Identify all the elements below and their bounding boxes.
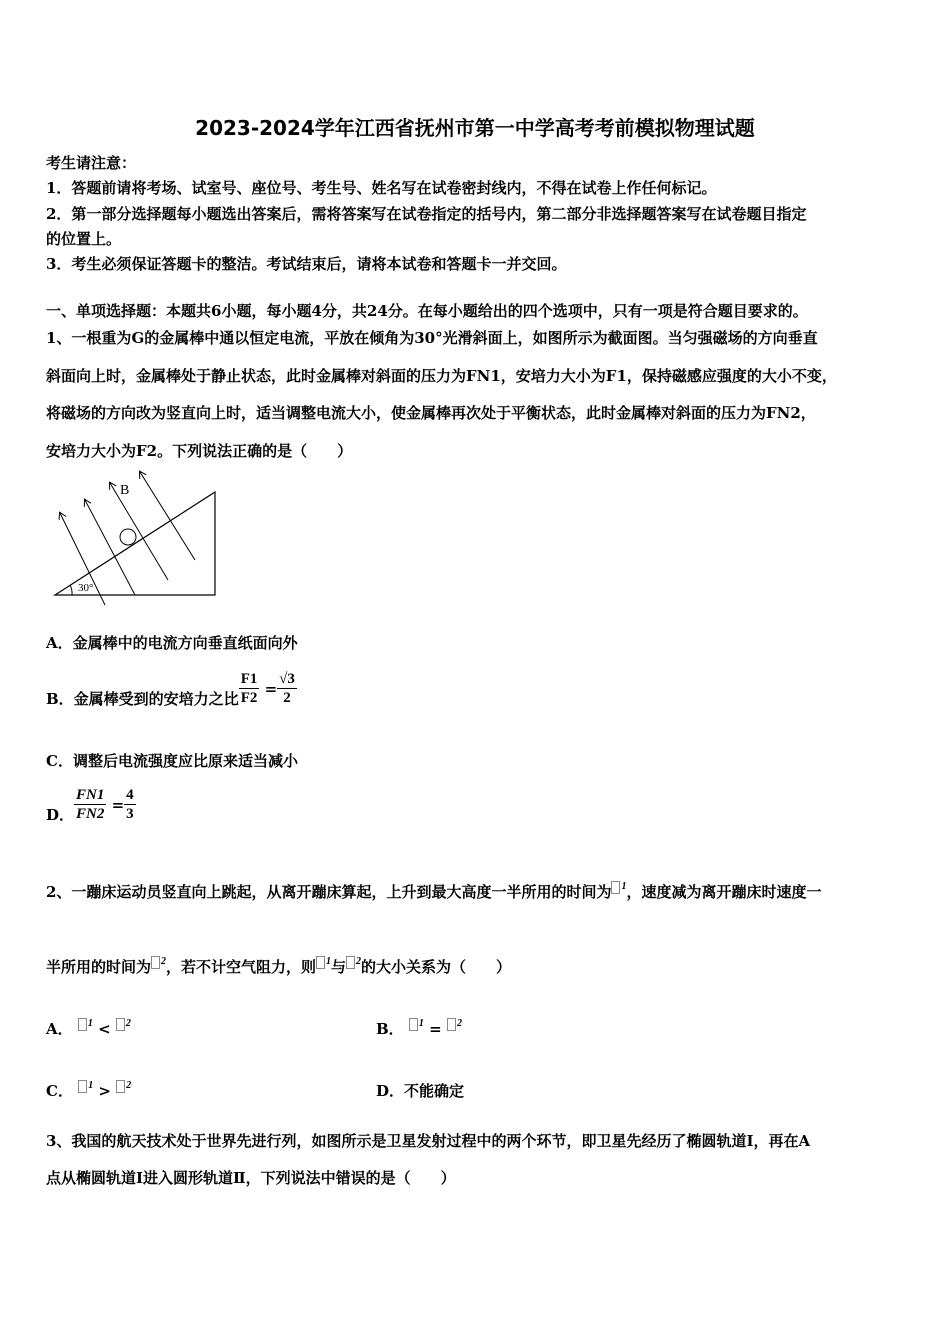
q2-option-a[interactable]: A． $^1$ < $^2$ [46,1018,131,1038]
q2-text: 2、一蹦床运动员竖直向上跳起，从离开蹦床算起，上升到最大高度一半所用的时间为 $^1$，速度减为离开蹦床时速度一 [46,881,822,901]
q2-option-b[interactable]: B． $^1$ = $^2$ [376,1018,462,1038]
notice-heading: 考生请注意： [46,154,137,172]
q3-text: 3、我国的航天技术处于世界先进行列，如图所示是卫星发射过程中的两个环节，即卫星先经历了椭圆轨道Ⅰ，再在A [46,1132,811,1150]
option-text: B．金属棒受到的安培力之比 [46,690,239,708]
q3-text: 点从椭圆轨道Ⅰ进入圆形轨道Ⅱ，下列说法中错误的是（ ） [46,1169,456,1187]
option-text: D． [46,806,75,824]
q1-text: 1、一根重为G的金属棒中通以恒定电流，平放在倾角为30°光滑斜面上，如图所示为截面图。当匀强磁场的方向垂直 [46,329,818,347]
notice-item: 的位置上。 [46,230,122,248]
q2-option-d[interactable]: D．不能确定 [376,1082,465,1100]
q2-text: 半所用的时间为 $^2$，若不计空气阻力，则 $^1$与 $^2$的大小关系为（ ） [46,956,512,976]
incline-figure [40,465,240,615]
q1-option-a[interactable]: A．金属棒中的电流方向垂直纸面向外 [46,634,298,652]
q1-option-b[interactable]: B．金属棒受到的安培力之比 $\frac{F1}{F2}$ = $\frac{√3}{2}$ [46,671,295,708]
q1-text: 将磁场的方向改为竖直向上时，适当调整电流大小，使金属棒再次处于平衡状态，此时金属棒对斜面的压力为FN2， [46,404,816,422]
notice-item: 3．考生必须保证答题卡的整洁。考试结束后，请将本试卷和答题卡一并交回。 [46,255,567,273]
q2-option-c[interactable]: C． $^1$ > $^2$ [46,1080,132,1100]
q1-text: 斜面向上时，金属棒处于静止状态，此时金属棒对斜面的压力为FN1，安培力大小为F1，保持磁感应强度的大小不变， [46,367,837,385]
q1-option-d[interactable]: D． $\frac{FN1}{FN2}$ = $\frac{4}{3}$ [46,787,134,824]
field-label: B [120,483,130,498]
q1-text: 安培力大小为F2。下列说法正确的是（ ） [46,442,353,460]
section-heading: 一、单项选择题：本题共6小题，每小题4分，共24分。在每小题给出的四个选项中，只有一项是符合题目要求的。 [46,302,808,320]
notice-item: 1．答题前请将考场、试室号、座位号、考生号、姓名写在试卷密封线内，不得在试卷上作任何标记。 [46,179,717,197]
page-title: 2023-2024学年江西省抚州市第一中学高考考前模拟物理试题 [195,116,755,140]
angle-label: 30° [78,582,94,594]
q1-option-c[interactable]: C．调整后电流强度应比原来适当减小 [46,752,298,770]
notice-item: 2．第一部分选择题每小题选出答案后，需将答案写在试卷指定的括号内，第二部分非选择题答案写在试卷题目指定 [46,205,807,223]
